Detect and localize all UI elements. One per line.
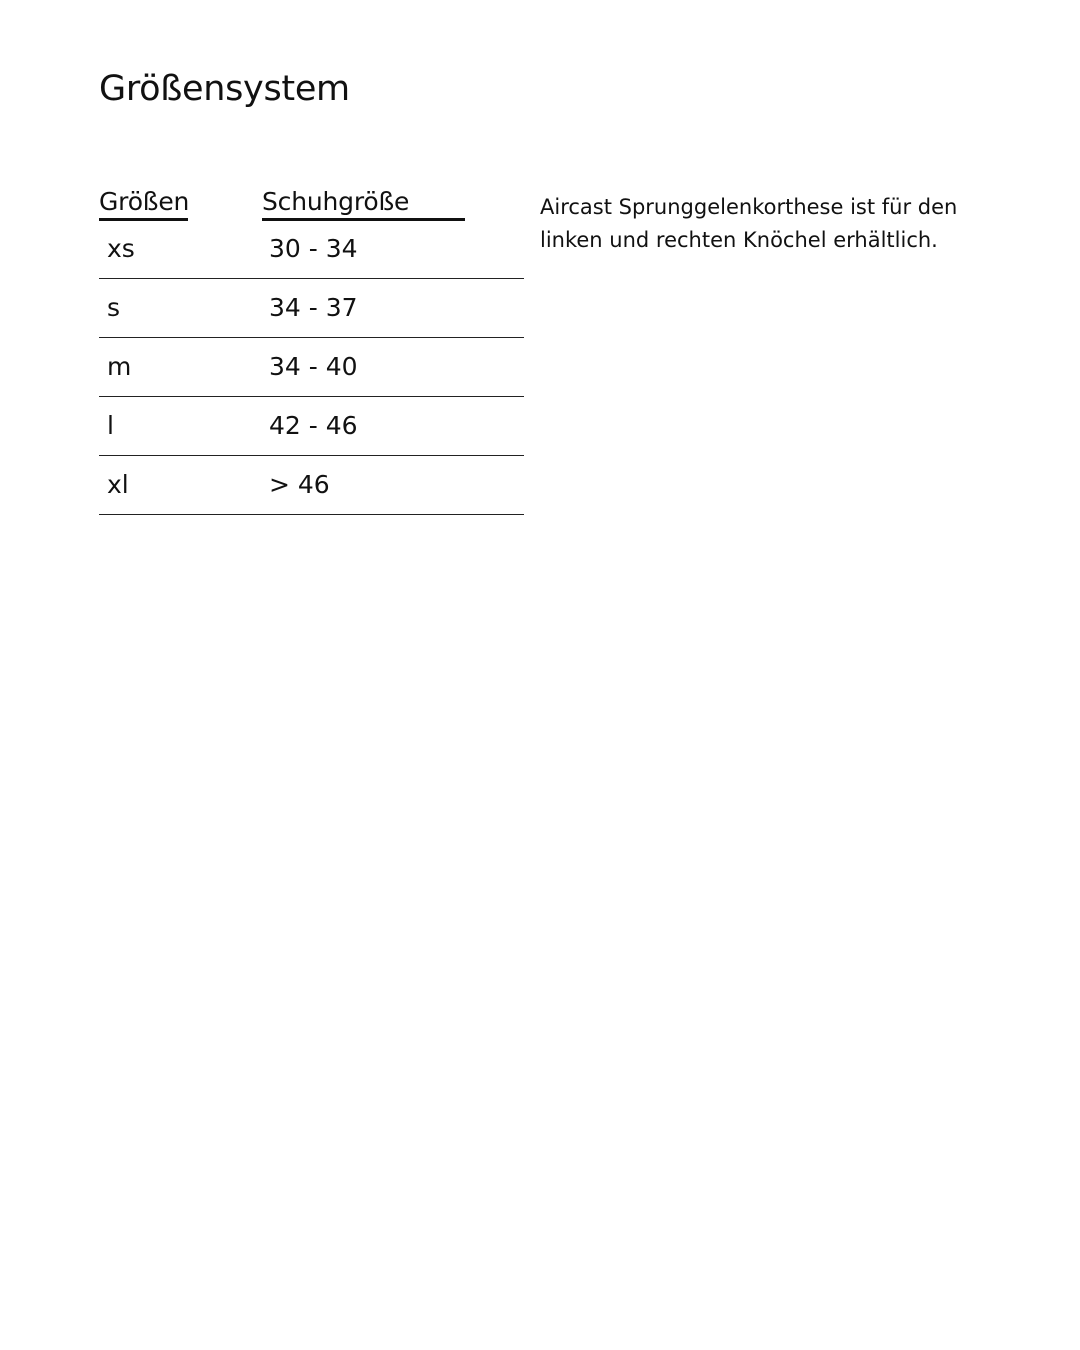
shoe-size-cell: 42 - 46	[269, 411, 358, 440]
page-title: Größensystem	[99, 69, 350, 109]
size-cell: xs	[107, 234, 135, 263]
table-header	[99, 186, 524, 234]
header-sizes: Größen	[99, 186, 188, 221]
availability-note: Aircast Sprunggelenkorthese ist für den linken und rechten Knöchel erhältlich.	[540, 195, 958, 252]
size-cell: m	[107, 352, 132, 381]
size-cell: l	[107, 411, 114, 440]
table-row	[99, 338, 524, 397]
shoe-size-cell: 30 - 34	[269, 234, 358, 263]
shoe-size-cell: 34 - 40	[269, 352, 358, 381]
size-cell: s	[107, 293, 121, 322]
shoe-size-cell: 34 - 37	[269, 293, 358, 322]
size-cell: xl	[107, 470, 129, 499]
size-table	[99, 186, 524, 515]
header-shoe-size: Schuhgröße	[262, 186, 465, 221]
table-row	[99, 279, 524, 338]
table-row	[99, 234, 524, 279]
table-row	[99, 397, 524, 456]
shoe-size-cell: > 46	[269, 470, 330, 499]
table-row	[99, 456, 524, 515]
